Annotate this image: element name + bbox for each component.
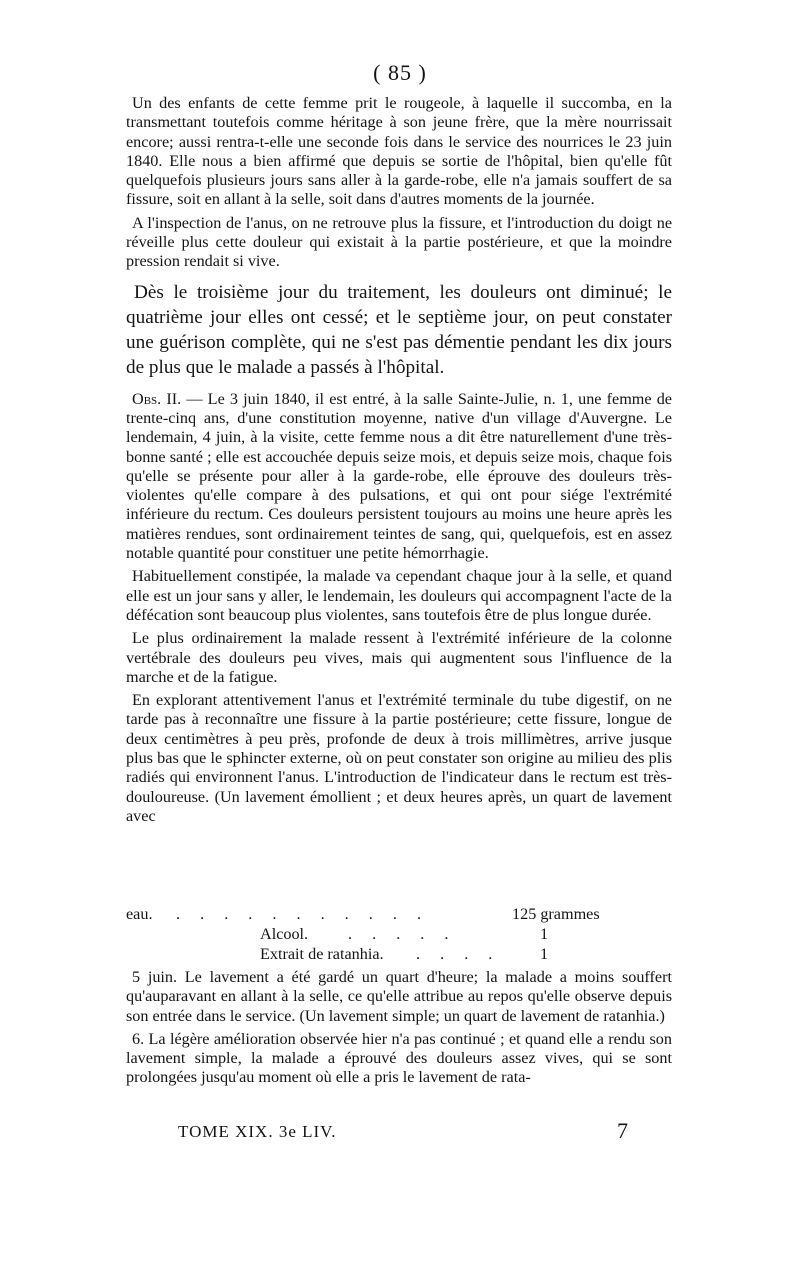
recipe-name: Extrait de ratanhia. xyxy=(260,945,384,963)
paragraph-7: En explorant attentivement l'anus et l'extrémité terminale du tube digestif, on ne tarde pas à reconnaître une fissure à la partie postérieure; cette fissure, longue de deux centimètres à peu près, profonde de deux à trois millimètres, arrive jusque plus bas que le sphincter externe, où on peut constater son origine au milieu des plis radiés qui environnent l'anus. L'introduction de l'indicateur dans le rectum est très-douloureuse. (Un lavement émollient ; et deux heures après, un quart de lavement avec xyxy=(126,691,672,825)
recipe-row xyxy=(126,904,672,924)
volume-label: TOME XIX. 3e LIV. xyxy=(178,1122,337,1141)
page-footer xyxy=(178,1120,628,1148)
paragraph-4 xyxy=(126,390,672,564)
recipe-qty: 1 xyxy=(540,925,549,943)
text-block-top xyxy=(126,94,672,830)
text-block-bottom xyxy=(126,968,672,1092)
paragraph-3: Dès le troisième jour du traitement, les douleurs ont diminué; le quatrième jour elles ont cessé; et le septième jour, on peut constater une guérison complète, qui ne s'est pas démentie pendant les dix jours de plus que le malade a passés à l'hôpital. xyxy=(126,281,672,378)
paragraph-8: 5 juin. Le lavement a été gardé un quart d'heure; la malade a moins souffert qu'auparavant en allant à la selle, ce qu'elle attribue au repos qu'elle observe depuis son entrée dans le service. (Un lavement simple; un quart de lavement de ratanhia.) xyxy=(126,968,672,1025)
paragraph-1: Un des enfants de cette femme prit le rougeole, à laquelle il succomba, en la transmettant toutefois comme héritage à son jeune frère, que la mère nourrissait encore; aussi rentra-t-elle une seconde fois dans le service des nourrices le 23 juin 1840. Elle nous a bien affirmé que depuis se sortie de l'hôpital, bien qu'elle fût quelquefois plusieurs jours sans aller à la garde-robe, elle n'a jamais souffert de sa fissure, soit en allant à la selle, soit dans d'autres moments de la journée. xyxy=(126,94,672,209)
recipe-qty: 1 xyxy=(540,945,549,963)
paragraph-9: 6. La légère amélioration observée hier n'a pas continué ; et quand elle a rendu son lavement simple, la malade a éprouvé des douleurs assez vives, qui se sont prolongées jusqu'au moment où elle a pris le lavement de rata- xyxy=(126,1029,672,1087)
recipe-dots: . . . . . . . . . . . xyxy=(176,905,429,923)
observation-label: Obs. II. xyxy=(132,389,182,408)
observation-text: — Le 3 juin 1840, il est entré, à la salle Sainte-Julie, n. 1, une femme de trente-cinq ans, d'une constitution moyenne, native d'un village d'Auvergne. Le lendemain, 4 juin, à la visite, cette femme nous a dit être naturellement d'une très-bonne santé ; elle est accouchée depuis seize mois, et depuis seize mois, chaque fois qu'elle se présente pour aller à la garde-robe, elle éprouve des douleurs très-violentes qu'elle compare à des pulsations, et qui ont pour siége l'extrémité inférieure du rectum. Ces douleurs persistent toujours au moins une heure après les matières rendues, sont ordinairement teintes de sang, qui, quelquefois, est en assez notable quantité pour constituer une petite hémorrhagie. xyxy=(126,389,672,563)
paragraph-6: Le plus ordinairement la malade ressent à l'extrémité inférieure de la colonne vertébrale des douleurs peu vives, mais qui augmentent sous l'influence de la marche et de la fatigue. xyxy=(126,629,672,686)
recipe-qty: 125 grammes xyxy=(512,905,600,923)
recipe-table xyxy=(126,904,672,964)
page-number: ( 85 ) xyxy=(373,60,427,85)
signature-mark: 7 xyxy=(617,1118,628,1143)
recipe-dots: . . . . xyxy=(416,945,501,963)
recipe-name: Alcool. xyxy=(260,925,309,943)
paragraph-2: A l'inspection de l'anus, on ne retrouve plus la fissure, et l'introduction du doigt ne réveille plus cette douleur qui existait à la partie postérieure, et que la moindre pression rendait si vive. xyxy=(126,213,672,271)
paragraph-5: Habituellement constipée, la malade va cependant chaque jour à la selle, et quand elle est un jour sans y aller, le lendemain, les douleurs qui accompagnent l'acte de la défécation sont beaucoup plus violentes, sans toutefois être de plus longue durée. xyxy=(126,567,672,624)
recipe-dots: . . . . . xyxy=(348,925,457,943)
recipe-name: eau. xyxy=(126,905,153,923)
recipe-row xyxy=(126,924,672,944)
recipe-row xyxy=(126,944,672,964)
